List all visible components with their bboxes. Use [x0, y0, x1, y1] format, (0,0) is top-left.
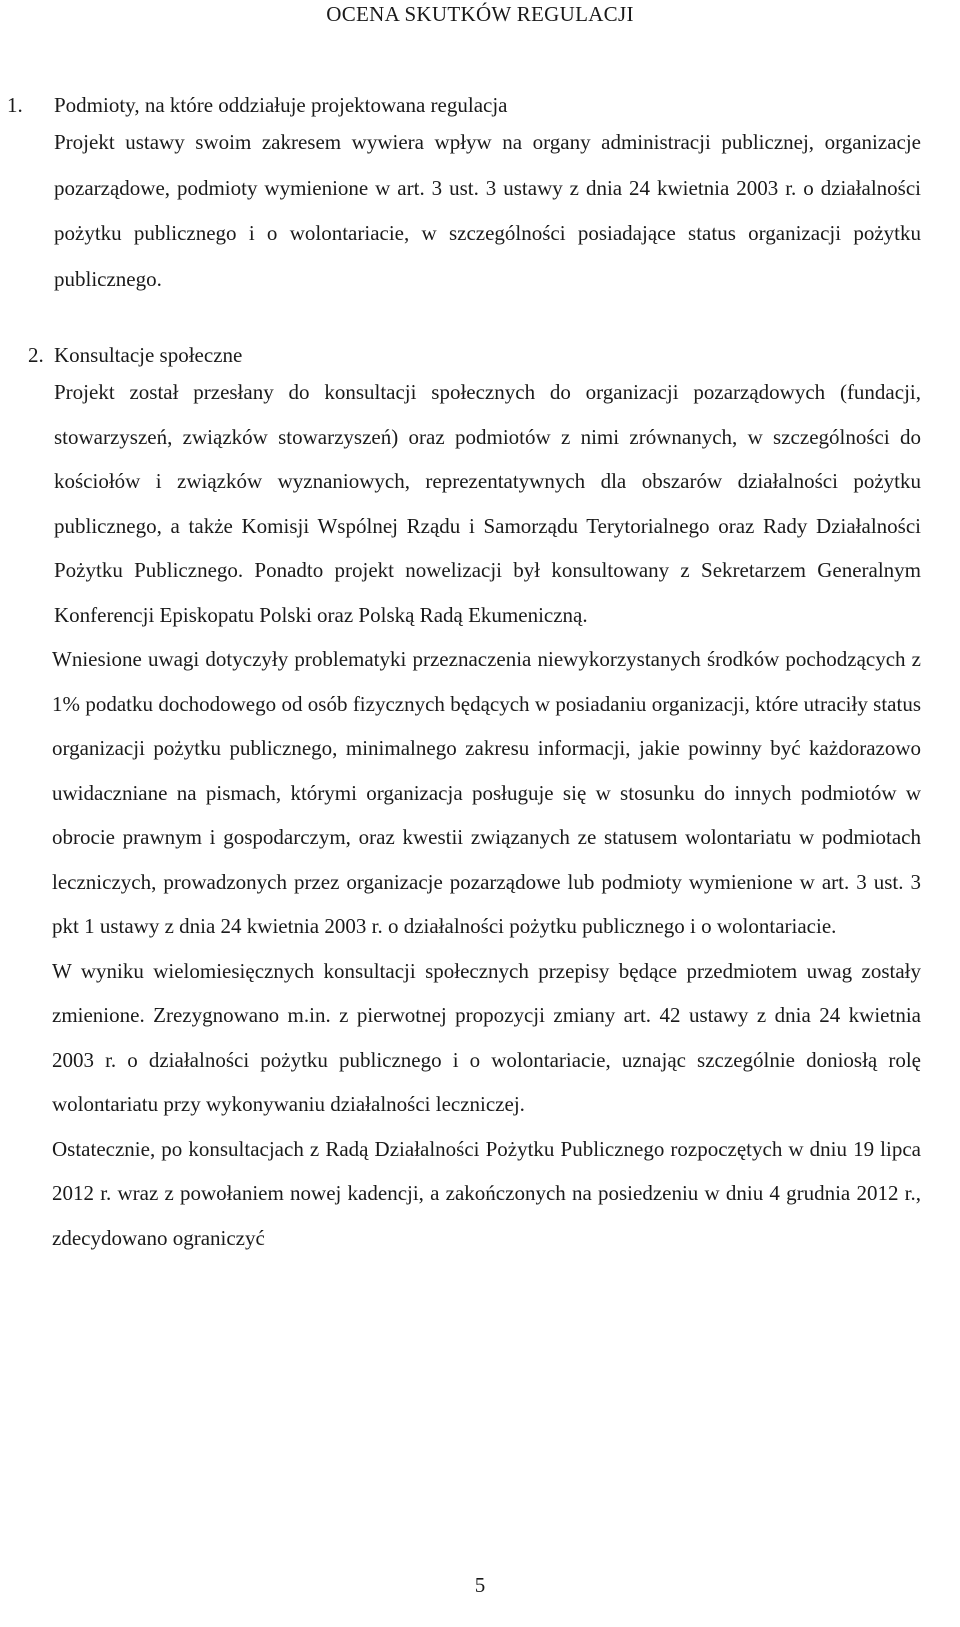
page-number: 5 — [474, 1573, 486, 1597]
section-heading — [28, 340, 921, 370]
paragraph: Wniesione uwagi dotyczyły problematyki przeznaczenia niewykorzystanych środków pochodzących z 1% podatku dochodowego od osób fizycznych będących w posiadaniu organizacji, które utraciły status organizacji pożytku publicznego, minimalnego zakresu informacji, jakie powinny być każdorazowo uwidaczniane na pismach, którymi organizacja posługuje się w stosunku do innych podmiotów w obrocie prawnym i gospodarczym, oraz kwestii związanych ze statusem wolontariatu w podmiotach leczniczych, prowadzonych przez organizacje pozarządowe lub podmioty wymienione w art. 3 ust. 3 pkt 1 ustawy z dnia 24 kwietnia 2003 r. o działalności pożytku publicznego i o wolontariacie. — [52, 647, 921, 938]
section-heading-text: Konsultacje społeczne — [54, 343, 243, 367]
section-heading — [7, 90, 921, 120]
paragraph: W wyniku wielomiesięcznych konsultacji społecznych przepisy będące przedmiotem uwag zostały zmienione. Zrezygnowano m.in. z pierwotnej propozycji zmiany art. 42 ustawy z dnia 24 kwietnia 2003 r. o działalności pożytku publicznego i o wolontariacie, uznając szczególnie doniosłą rolę wolontariatu przy wykonywaniu działalności leczniczej. — [52, 958, 921, 1116]
paragraph: Projekt ustawy swoim zakresem wywiera wpływ na organy administracji publicznej, organizacje pozarządowe, podmioty wymienione w art. 3 ust. 3 ustawy z dnia 24 kwietnia 2003 r. o działalności pożytku publicznego i o wolontariacie, w szczególności posiadające status organizacji pożytku publicznego. — [54, 130, 921, 291]
paragraph: Projekt został przesłany do konsultacji społecznych do organizacji pozarządowych (fundacji, stowarzyszeń, związków stowarzyszeń) oraz podmiotów z nimi zrównanych, w szczególności do kościołów i związków wyznaniowych, reprezentatywnych dla obszarów działalności pożytku publicznego, a także Komisji Wspólnej Rządu i Samorządu Terytorialnego oraz Rady Działalności Pożytku Publicznego. Ponadto projekt nowelizacji był konsultowany z Sekretarzem Generalnym Konferencji Episkopatu Polski oraz Polską Radą Ekumeniczną. — [54, 380, 921, 627]
section-number: 2. — [28, 343, 44, 367]
paragraph: Ostatecznie, po konsultacjach z Radą Działalności Pożytku Publicznego rozpoczętych w dniu 19 lipca 2012 r. wraz z powołaniem nowej kadencji, a zakończonych na posiedzeniu w dniu 4 grudnia 2012 r., zdecydowano ograniczyć — [52, 1136, 921, 1250]
section-1 — [7, 90, 921, 302]
section-number: 1. — [7, 93, 23, 117]
section-heading-text: Podmioty, na które oddziałuje projektowana regulacja — [54, 93, 508, 117]
page-title: OCENA SKUTKÓW REGULACJI — [326, 2, 634, 26]
section-2 — [28, 340, 921, 1260]
